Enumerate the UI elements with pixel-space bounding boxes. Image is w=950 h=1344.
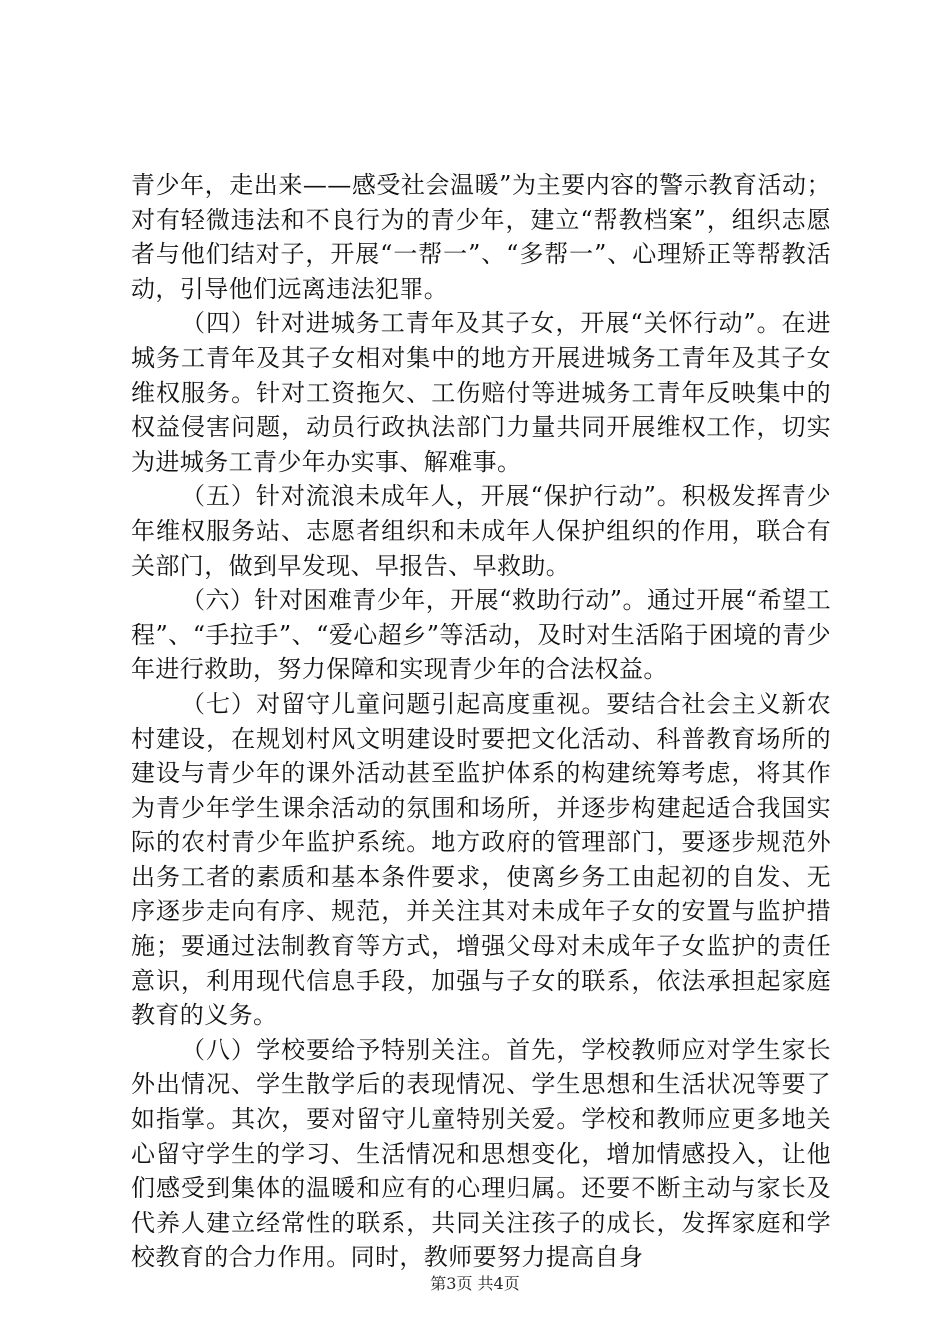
paragraph-section-4: （四）针对进城务工青年及其子女，开展“关怀行动”。在进城务工青年及其子女相对集中的地方开展进城务工青年及其子女维权服务。针对工资拖欠、工伤赔付等进城务工青年反映集中的权益侵害问题，动员行政执法部门力量共同开展维权工作，切实为进城务工青少年办实事、解难事。 — [131, 309, 831, 476]
page-number-footer: 第3页 共4页 — [430, 1274, 520, 1293]
paragraph-section-6: （六）针对困难青少年，开展“救助行动”。通过开展“希望工程”、“手拉手”、“爱心超乡”等活动，及时对生活陷于困境的青少年进行救助，努力保障和实现青少年的合法权益。 — [131, 586, 831, 684]
paragraph-section-5: （五）针对流浪未成年人，开展“保护行动”。积极发挥青少年维权服务站、志愿者组织和未成年人保护组织的作用，联合有关部门，做到早发现、早报告、早救助。 — [131, 482, 831, 580]
paragraph-continuation: 青少年，走出来——感受社会温暖”为主要内容的警示教育活动；对有轻微违法和不良行为的青少年，建立“帮教档案”，组织志愿者与他们结对子，开展“一帮一”、“多帮一”、心理矫正等帮教活动，引导他们远离违法犯罪。 — [131, 171, 831, 303]
paragraph-section-8: （八）学校要给予特别关注。首先，学校教师应对学生家长外出情况、学生散学后的表现情况、学生思想和生活状况等要了如指掌。其次，要对留守儿童特别关爱。学校和教师应更多地关心留守学生的学习、生活情况和思想变化，增加情感投入，让他们感受到集体的温暖和应有的心理归属。还要不断主动与家长及代养人建立经常性的联系，共同关注孩子的成长，发挥家庭和学校教育的合力作用。同时，教师要努力提高自身 — [131, 1035, 831, 1272]
document-body — [131, 168, 831, 1275]
paragraph-section-7: （七）对留守儿童问题引起高度重视。要结合社会主义新农村建设，在规划村风文明建设时要把文化活动、科普教育场所的建设与青少年的课外活动甚至监护体系的构建统筹考虑，将其作为青少年学生课余活动的氛围和场所，并逐步构建起适合我国实际的农村青少年监护系统。地方政府的管理部门，要逐步规范外出务工者的素质和基本条件要求，使离乡务工由起初的自发、无序逐步走向有序、规范，并关注其对未成年子女的安置与监护措施；要通过法制教育等方式，增强父母对未成年子女监护的责任意识，利用现代信息手段，加强与子女的联系，依法承担起家庭教育的义务。 — [131, 689, 831, 1030]
